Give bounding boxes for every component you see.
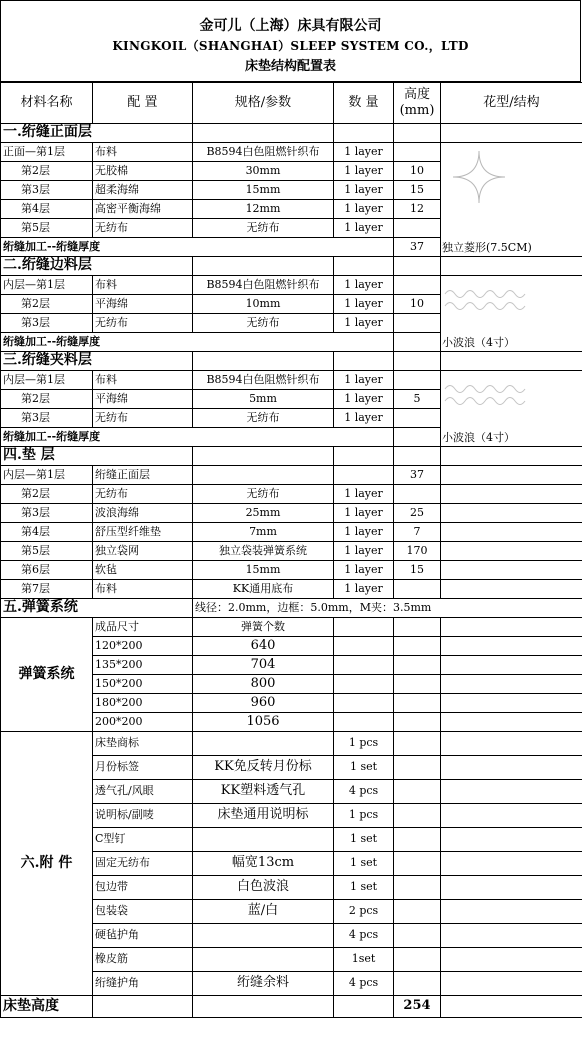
layer-quantity: 1 layer — [334, 276, 394, 295]
table-row — [1, 143, 582, 162]
accessory-name: C型钉 — [93, 828, 193, 852]
table-row — [1, 523, 582, 542]
accessory-quantity: 1 pcs — [334, 732, 394, 756]
empty-cell — [193, 257, 334, 276]
section-title-row — [1, 447, 582, 466]
empty-cell — [441, 972, 582, 996]
layer-height: 12 — [394, 200, 441, 219]
spring-size-header: 成品尺寸 — [93, 618, 193, 637]
spec-table — [0, 82, 582, 1018]
col-pattern: 花型/结构 — [441, 83, 582, 124]
spring-side-label: 弹簧系统 — [1, 618, 93, 732]
spring-count: 640 — [193, 637, 334, 656]
accessory-spec — [193, 732, 334, 756]
spring-title-row — [1, 599, 582, 618]
quilting-thickness-value — [394, 428, 441, 447]
layer-material: 布料 — [93, 276, 193, 295]
empty-cell — [394, 618, 441, 637]
table-row — [1, 466, 582, 485]
empty-cell — [441, 756, 582, 780]
accessory-quantity: 1 set — [334, 852, 394, 876]
spring-spec: 线径：2.0mm，边框：5.0mm，M夹：3.5mm — [193, 599, 582, 618]
empty-cell — [441, 257, 582, 276]
empty-cell — [394, 447, 441, 466]
layer-label: 内层—第1层 — [1, 466, 93, 485]
table-row — [1, 371, 582, 390]
spring-size: 200*200 — [93, 713, 193, 732]
layer-height: 10 — [394, 162, 441, 181]
layer-height: 15 — [394, 561, 441, 580]
section-title-row — [1, 257, 582, 276]
layer-quantity: 1 layer — [334, 219, 394, 238]
layer-height: 7 — [394, 523, 441, 542]
empty-cell — [394, 900, 441, 924]
layer-spec: 独立袋装弹簧系统 — [193, 542, 334, 561]
accessory-spec: 幅宽13cm — [193, 852, 334, 876]
layer-quantity: 1 layer — [334, 162, 394, 181]
empty-cell — [93, 996, 193, 1018]
diamond-pattern-icon — [441, 143, 582, 257]
layer-spec: B8594白色阻燃针织布 — [193, 276, 334, 295]
layer-label: 第4层 — [1, 200, 93, 219]
empty-cell — [394, 675, 441, 694]
empty-cell — [193, 447, 334, 466]
accessory-name: 固定无纺布 — [93, 852, 193, 876]
layer-label: 正面—第1层 — [1, 143, 93, 162]
layer-label: 第2层 — [1, 390, 93, 409]
layer-material: 布料 — [93, 371, 193, 390]
empty-cell — [441, 542, 582, 561]
col-spec: 规格/参数 — [193, 83, 334, 124]
spring-count: 704 — [193, 656, 334, 675]
empty-cell — [394, 924, 441, 948]
empty-cell — [441, 694, 582, 713]
empty-cell — [334, 257, 394, 276]
layer-material: 独立袋网 — [93, 542, 193, 561]
layer-height — [394, 314, 441, 333]
spring-size: 150*200 — [93, 675, 193, 694]
layer-quantity: 1 layer — [334, 371, 394, 390]
pattern-cell — [441, 276, 582, 352]
empty-cell — [334, 713, 394, 732]
empty-cell — [394, 876, 441, 900]
layer-label: 第3层 — [1, 409, 93, 428]
table-row — [1, 580, 582, 599]
col-height-label: 高度 — [403, 86, 430, 102]
empty-cell — [441, 447, 582, 466]
layer-material: 无纺布 — [93, 485, 193, 504]
empty-cell — [441, 732, 582, 756]
empty-cell — [441, 466, 582, 485]
empty-cell — [394, 257, 441, 276]
empty-cell — [441, 656, 582, 675]
accessory-spec — [193, 828, 334, 852]
table-row — [1, 542, 582, 561]
accessory-quantity: 4 pcs — [334, 780, 394, 804]
section-title: 一.绗缝正面层 — [1, 124, 193, 143]
layer-material: 高密平衡海绵 — [93, 200, 193, 219]
layer-material: 无纺布 — [93, 219, 193, 238]
empty-cell — [441, 352, 582, 371]
layer-material: 波浪海绵 — [93, 504, 193, 523]
spring-count-header: 弹簧个数 — [193, 618, 334, 637]
layer-height — [394, 371, 441, 390]
total-height-label: 床垫高度 — [1, 996, 93, 1018]
spring-count: 800 — [193, 675, 334, 694]
empty-cell — [394, 637, 441, 656]
col-height-unit: (mm) — [399, 103, 435, 118]
accessory-row — [1, 732, 582, 756]
accessory-name: 透气孔/风眼 — [93, 780, 193, 804]
quilting-thickness-label: 绗缝加工--绗缝厚度 — [1, 238, 394, 257]
accessory-spec: KK塑料透气孔 — [193, 780, 334, 804]
empty-cell — [441, 504, 582, 523]
empty-cell — [334, 675, 394, 694]
layer-height — [394, 409, 441, 428]
company-name-en: KINGKOIL（SHANGHAI）SLEEP SYSTEM CO.，LTD — [112, 39, 469, 53]
empty-cell — [334, 352, 394, 371]
empty-cell — [334, 694, 394, 713]
layer-quantity: 1 layer — [334, 390, 394, 409]
accessory-quantity: 4 pcs — [334, 924, 394, 948]
layer-quantity: 1 layer — [334, 295, 394, 314]
empty-cell — [193, 352, 334, 371]
layer-material: 布料 — [93, 580, 193, 599]
document-title: 床垫结构配置表 — [244, 59, 336, 74]
col-height — [394, 83, 441, 124]
spring-size: 180*200 — [93, 694, 193, 713]
table-row — [1, 276, 582, 295]
total-row — [1, 996, 582, 1018]
empty-cell — [394, 713, 441, 732]
layer-material: 绗缝正面层 — [93, 466, 193, 485]
accessory-spec: 床垫通用说明标 — [193, 804, 334, 828]
spring-size: 135*200 — [93, 656, 193, 675]
empty-cell — [394, 656, 441, 675]
empty-cell — [334, 124, 394, 143]
table-row — [1, 485, 582, 504]
layer-spec: 30mm — [193, 162, 334, 181]
accessory-spec: 绗缝余料 — [193, 972, 334, 996]
section-title-row — [1, 124, 582, 143]
layer-label: 第5层 — [1, 219, 93, 238]
layer-material: 平海绵 — [93, 295, 193, 314]
empty-cell — [441, 804, 582, 828]
pattern-cell — [441, 143, 582, 257]
col-quantity: 数 量 — [334, 83, 394, 124]
layer-label: 第4层 — [1, 523, 93, 542]
empty-cell — [334, 447, 394, 466]
pattern-cell — [441, 371, 582, 447]
layer-spec: 5mm — [193, 390, 334, 409]
spring-count: 1056 — [193, 713, 334, 732]
layer-quantity: 1 layer — [334, 409, 394, 428]
empty-cell — [334, 996, 394, 1018]
layer-material: 布料 — [93, 143, 193, 162]
quilting-thickness-value: 37 — [394, 238, 441, 257]
empty-cell — [394, 124, 441, 143]
empty-cell — [441, 852, 582, 876]
empty-cell — [193, 996, 334, 1018]
empty-cell — [394, 780, 441, 804]
layer-quantity: 1 layer — [334, 561, 394, 580]
layer-label: 第2层 — [1, 485, 93, 504]
empty-cell — [441, 675, 582, 694]
empty-cell — [441, 485, 582, 504]
layer-label: 第3层 — [1, 314, 93, 333]
accessory-name: 包边带 — [93, 876, 193, 900]
layer-material: 无纺布 — [93, 409, 193, 428]
empty-cell — [441, 561, 582, 580]
empty-cell — [441, 637, 582, 656]
empty-cell — [394, 948, 441, 972]
layer-spec: 12mm — [193, 200, 334, 219]
accessory-name: 硬毡护角 — [93, 924, 193, 948]
section-title: 三.绗缝夹料层 — [1, 352, 193, 371]
accessory-quantity: 1 set — [334, 828, 394, 852]
accessory-quantity: 1 pcs — [334, 804, 394, 828]
table-header-row — [1, 83, 582, 124]
layer-label: 第7层 — [1, 580, 93, 599]
layer-label: 第2层 — [1, 162, 93, 181]
table-row — [1, 504, 582, 523]
quilting-thickness-label: 绗缝加工--绗缝厚度 — [1, 428, 394, 447]
spring-section-title: 五.弹簧系统 — [1, 599, 193, 618]
layer-label: 第3层 — [1, 181, 93, 200]
layer-height: 15 — [394, 181, 441, 200]
col-material-name: 材料名称 — [1, 83, 93, 124]
layer-height: 5 — [394, 390, 441, 409]
empty-cell — [334, 637, 394, 656]
layer-quantity: 1 layer — [334, 542, 394, 561]
spring-row — [1, 618, 582, 637]
layer-quantity: 1 layer — [334, 580, 394, 599]
layer-spec: 7mm — [193, 523, 334, 542]
layer-quantity: 1 layer — [334, 523, 394, 542]
table-row — [1, 561, 582, 580]
layer-quantity: 1 layer — [334, 485, 394, 504]
layer-height — [394, 485, 441, 504]
layer-height: 25 — [394, 504, 441, 523]
accessories-side-label: 六.附 件 — [1, 732, 93, 996]
spring-count: 960 — [193, 694, 334, 713]
layer-spec: 25mm — [193, 504, 334, 523]
layer-height — [394, 143, 441, 162]
accessory-name: 包装袋 — [93, 900, 193, 924]
section-title-row — [1, 352, 582, 371]
layer-material: 超柔海绵 — [93, 181, 193, 200]
layer-material: 无胶棉 — [93, 162, 193, 181]
accessory-name: 绗缝护角 — [93, 972, 193, 996]
empty-cell — [394, 732, 441, 756]
section-title: 二.绗缝边料层 — [1, 257, 193, 276]
accessory-quantity: 1 set — [334, 876, 394, 900]
layer-spec: 无纺布 — [193, 219, 334, 238]
layer-material: 平海绵 — [93, 390, 193, 409]
pattern-label: 独立菱形(7.5CM) — [442, 240, 532, 254]
layer-quantity: 1 layer — [334, 200, 394, 219]
layer-height — [394, 580, 441, 599]
layer-height: 170 — [394, 542, 441, 561]
empty-cell — [441, 996, 582, 1018]
empty-cell — [441, 523, 582, 542]
layer-label: 内层—第1层 — [1, 276, 93, 295]
col-config: 配 置 — [93, 83, 193, 124]
empty-cell — [441, 876, 582, 900]
layer-spec: 无纺布 — [193, 409, 334, 428]
layer-spec: 无纺布 — [193, 314, 334, 333]
layer-height — [394, 276, 441, 295]
layer-spec: 15mm — [193, 561, 334, 580]
layer-material: 无纺布 — [93, 314, 193, 333]
accessory-spec — [193, 924, 334, 948]
empty-cell — [193, 124, 334, 143]
empty-cell — [441, 713, 582, 732]
accessory-spec: 蓝/白 — [193, 900, 334, 924]
accessory-quantity: 1 set — [334, 756, 394, 780]
layer-quantity — [334, 466, 394, 485]
pattern-label: 小波浪（4寸） — [442, 335, 515, 349]
layer-label: 第2层 — [1, 295, 93, 314]
empty-cell — [441, 580, 582, 599]
layer-height: 37 — [394, 466, 441, 485]
accessory-spec: KK免反转月份标 — [193, 756, 334, 780]
empty-cell — [441, 780, 582, 804]
accessory-quantity: 1set — [334, 948, 394, 972]
empty-cell — [441, 618, 582, 637]
layer-spec — [193, 466, 334, 485]
empty-cell — [441, 924, 582, 948]
empty-cell — [394, 804, 441, 828]
layer-label: 第6层 — [1, 561, 93, 580]
accessory-quantity: 4 pcs — [334, 972, 394, 996]
layer-material: 舒压型纤维垫 — [93, 523, 193, 542]
layer-spec: B8594白色阻燃针织布 — [193, 143, 334, 162]
layer-spec: KK通用底布 — [193, 580, 334, 599]
accessory-name: 橡皮筋 — [93, 948, 193, 972]
total-height-value: 254 — [394, 996, 441, 1018]
layer-spec: 15mm — [193, 181, 334, 200]
empty-cell — [441, 124, 582, 143]
empty-cell — [394, 852, 441, 876]
layer-label: 内层—第1层 — [1, 371, 93, 390]
accessory-name: 说明标/副唛 — [93, 804, 193, 828]
accessory-quantity: 2 pcs — [334, 900, 394, 924]
company-name-cn: 金可儿（上海）床具有限公司 — [199, 18, 382, 34]
layer-spec: 无纺布 — [193, 485, 334, 504]
accessory-name: 月份标签 — [93, 756, 193, 780]
accessory-spec: 白色波浪 — [193, 876, 334, 900]
layer-material: 软毡 — [93, 561, 193, 580]
layer-quantity: 1 layer — [334, 143, 394, 162]
layer-quantity: 1 layer — [334, 181, 394, 200]
accessory-spec — [193, 948, 334, 972]
layer-height: 10 — [394, 295, 441, 314]
accessory-name: 床垫商标 — [93, 732, 193, 756]
layer-spec: 10mm — [193, 295, 334, 314]
empty-cell — [441, 900, 582, 924]
layer-label: 第3层 — [1, 504, 93, 523]
quilting-thickness-label: 绗缝加工--绗缝厚度 — [1, 333, 394, 352]
empty-cell — [394, 972, 441, 996]
layer-spec: B8594白色阻燃针织布 — [193, 371, 334, 390]
document-header — [0, 0, 581, 82]
layer-label: 第5层 — [1, 542, 93, 561]
pattern-label: 小波浪（4寸） — [442, 430, 515, 444]
empty-cell — [334, 618, 394, 637]
empty-cell — [394, 694, 441, 713]
section-title: 四.垫 层 — [1, 447, 193, 466]
empty-cell — [441, 948, 582, 972]
layer-quantity: 1 layer — [334, 504, 394, 523]
quilting-thickness-value — [394, 333, 441, 352]
empty-cell — [441, 828, 582, 852]
empty-cell — [334, 656, 394, 675]
spring-size: 120*200 — [93, 637, 193, 656]
layer-quantity: 1 layer — [334, 314, 394, 333]
layer-height — [394, 219, 441, 238]
empty-cell — [394, 352, 441, 371]
empty-cell — [394, 828, 441, 852]
empty-cell — [394, 756, 441, 780]
